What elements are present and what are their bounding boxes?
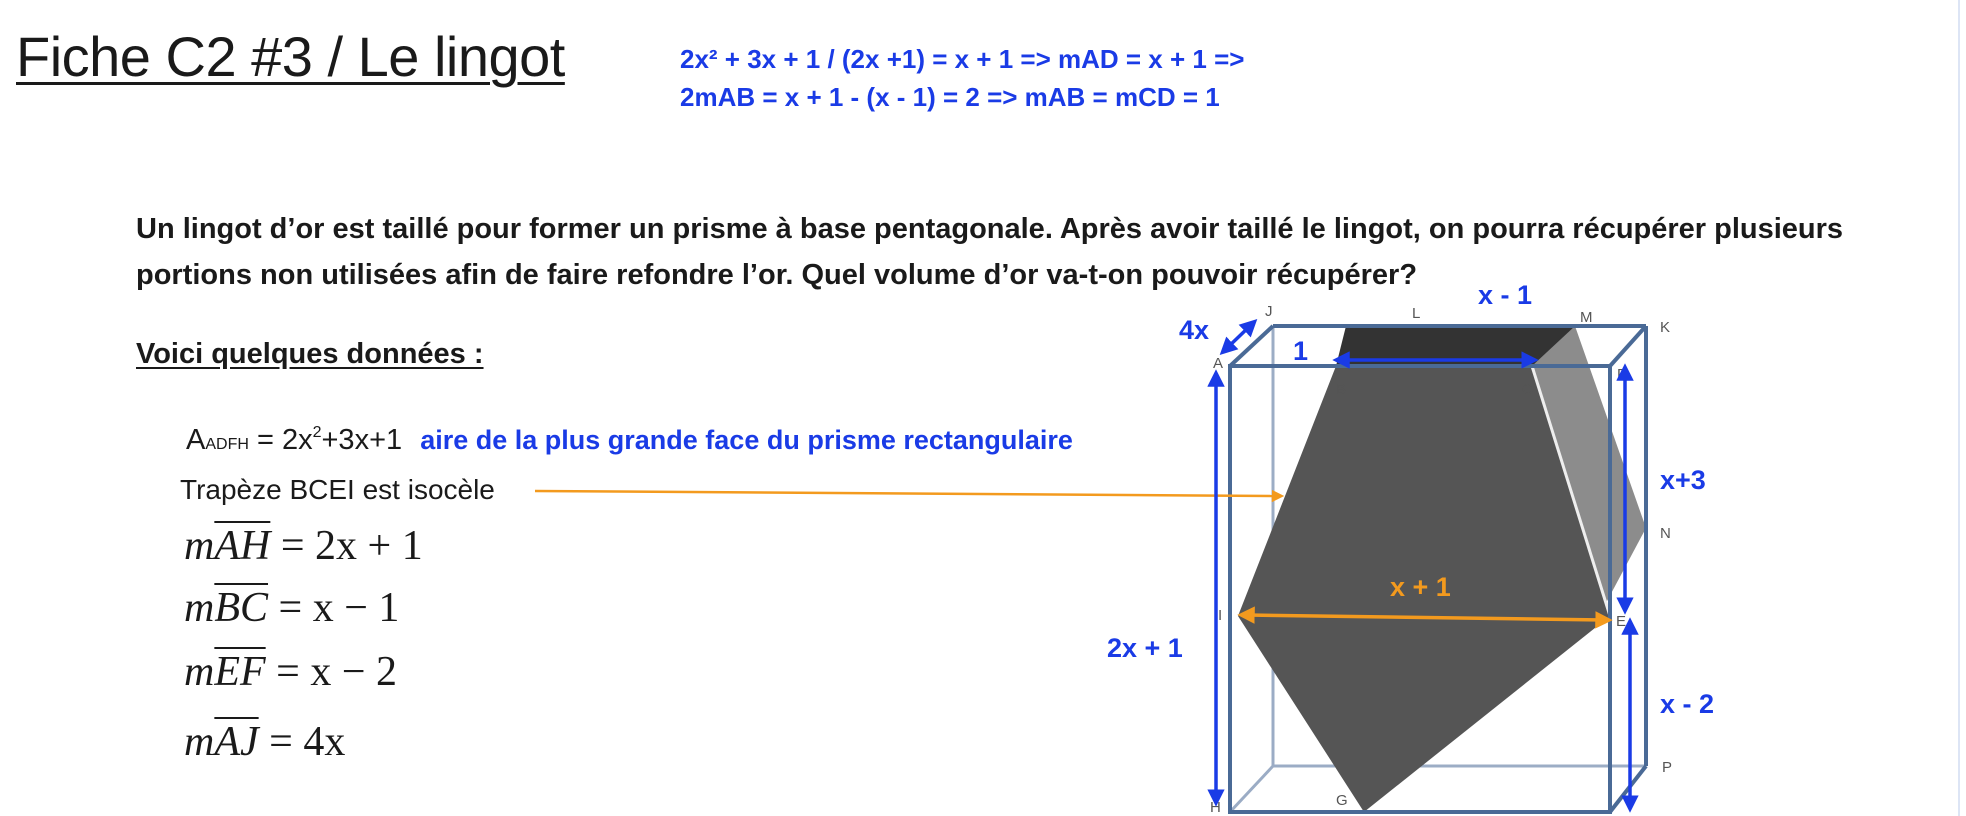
label-left: 2x + 1 [1107, 633, 1183, 663]
trapeze-pointer-arrow [535, 491, 1278, 496]
equation-ef-value: = x − 2 [265, 649, 398, 695]
segment-aj: $\overline{AJ}$ [214, 719, 259, 765]
vertex-g: G [1336, 792, 1348, 809]
equation-aj-value: = 4x [258, 719, 346, 765]
area-expression-a: = 2x [248, 424, 313, 456]
area-symbol: A [186, 424, 206, 456]
vertex-m: M [1580, 309, 1593, 326]
area-expression-b: +3x+1 [321, 424, 403, 456]
vertex-a: A [1213, 355, 1224, 372]
vertex-l: L [1412, 305, 1421, 322]
label-right-lower: x - 2 [1660, 689, 1715, 719]
area-subscript: ADFH [205, 436, 249, 453]
segment-ah: $\overline{AH}$ [214, 523, 271, 569]
area-exponent: 2 [312, 424, 322, 441]
data-heading: Voici quelques données : [136, 338, 484, 370]
label-right-upper: x+3 [1660, 465, 1706, 495]
vertex-n: N [1660, 525, 1671, 542]
annotation-line-2: 2mAB = x + 1 - (x - 1) = 2 => mAB = mCD = 1 [680, 82, 1220, 112]
vertex-d: D [1617, 366, 1628, 383]
page-title: Fiche C2 #3 / Le lingot [16, 25, 565, 88]
measure-symbol: m [184, 523, 215, 569]
label-ab: 1 [1293, 336, 1309, 366]
vertex-e: E [1616, 613, 1627, 630]
vertex-b: B [1336, 381, 1347, 398]
label-depth: 4x [1179, 315, 1210, 345]
measure-symbol: m [184, 649, 215, 695]
segment-bc: $\overline{BC}$ [214, 585, 269, 631]
vertex-k: K [1660, 319, 1671, 336]
label-top: x - 1 [1478, 280, 1533, 310]
vertex-j: J [1265, 303, 1273, 320]
depth-arrow [1226, 325, 1251, 349]
equation-ah-value: = 2x + 1 [270, 523, 423, 569]
annotation-line-1: 2x² + 3x + 1 / (2x +1) = x + 1 => mAD = x + 1 => [680, 44, 1245, 74]
vertex-c: C [1522, 381, 1533, 398]
equation-bc-value: = x − 1 [268, 585, 400, 631]
area-description: aire de la plus grande face du prisme rectangulaire [420, 425, 1073, 455]
segment-ef: $\overline{EF}$ [214, 649, 266, 695]
vertex-h: H [1210, 799, 1221, 816]
vertex-i: I [1218, 607, 1223, 624]
measure-symbol: m [184, 585, 215, 631]
trapeze-statement: Trapèze BCEI est isocèle [180, 474, 495, 505]
problem-statement: Un lingot d’or est taillé pour former un prisme à base pentagonale. Après avoir taillé le lingot, on pourra récupérer plusieurs portions non utilisées afin de faire refondre l’or. Quel volume d’or va-t-on pouvoir récupérer? [136, 213, 1844, 291]
measure-symbol: m [184, 719, 215, 765]
label-middle: x + 1 [1390, 572, 1451, 602]
vertex-p: P [1662, 759, 1673, 776]
